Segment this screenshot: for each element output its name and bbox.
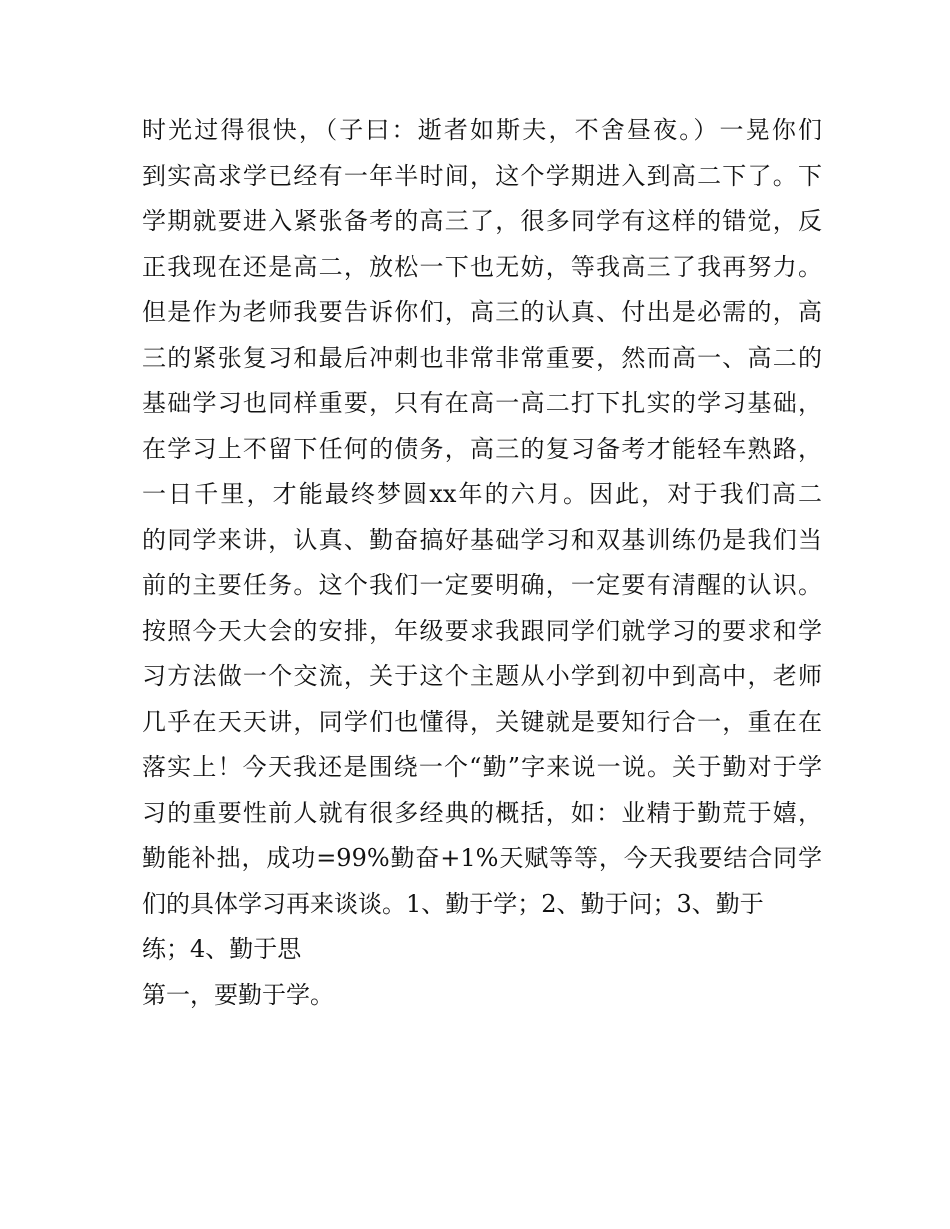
text-line-4: 正我现在还是高二，放松一下也无妨，等我高三了我再努力。 (142, 252, 822, 281)
text-line-2: 到实高求学已经有一年半时间，这个学期进入到高二下了。下 (142, 161, 822, 190)
text-line-17: 勤能补拙，成功=99%勤奋+1%天赋等等，今天我要结合同学 (142, 844, 822, 872)
text-line-1: 时光过得很快，（子曰：逝者如斯夫，不舍昼夜。）一晃你们 (142, 116, 822, 144)
text-line-8: 在学习上不留下任何的债务，高三的复习备考才能轻车熟路， (142, 434, 822, 463)
text-line-12: 按照今天大会的安排，年级要求我跟同学们就学习的要求和学 (142, 616, 822, 645)
text-line-15: 落实上！今天我还是围绕一个“勤”字来说一说。关于勤对于学 (142, 753, 822, 781)
text-line-5: 但是作为老师我要告诉你们，高三的认真、付出是必需的，高 (142, 298, 822, 326)
document-body (142, 108, 822, 1018)
text-line-16: 习的重要性前人就有很多经典的概括，如：业精于勤荒于嬉， (142, 798, 822, 827)
text-line-7: 基础学习也同样重要，只有在高一高二打下扎实的学习基础， (142, 389, 822, 417)
text-line-9: 一日千里，才能最终梦圆xx年的六月。因此，对于我们高二 (142, 480, 822, 508)
text-line-3: 学期就要进入紧张备考的高三了，很多同学有这样的错觉，反 (142, 207, 822, 235)
section-heading: 第一，要勤于学。 (142, 980, 334, 1009)
text-line-6: 三的紧张复习和最后冲刺也非常非常重要，然而高一、高二的 (142, 343, 822, 372)
text-line-10: 的同学来讲，认真、勤奋搞好基础学习和双基训练仍是我们当 (142, 525, 822, 554)
text-line-18: 们的具体学习再来谈谈。1、勤于学；2、勤于问；3、勤于 (142, 889, 764, 918)
text-line-14: 几乎在天天讲，同学们也懂得，关键就是要知行合一，重在在 (142, 707, 822, 736)
text-line-11: 前的主要任务。这个我们一定要明确，一定要有清醒的认识。 (142, 571, 822, 599)
text-line-19: 练；4、勤于思 (142, 935, 302, 963)
text-line-13: 习方法做一个交流，关于这个主题从小学到初中到高中，老师 (142, 662, 822, 690)
